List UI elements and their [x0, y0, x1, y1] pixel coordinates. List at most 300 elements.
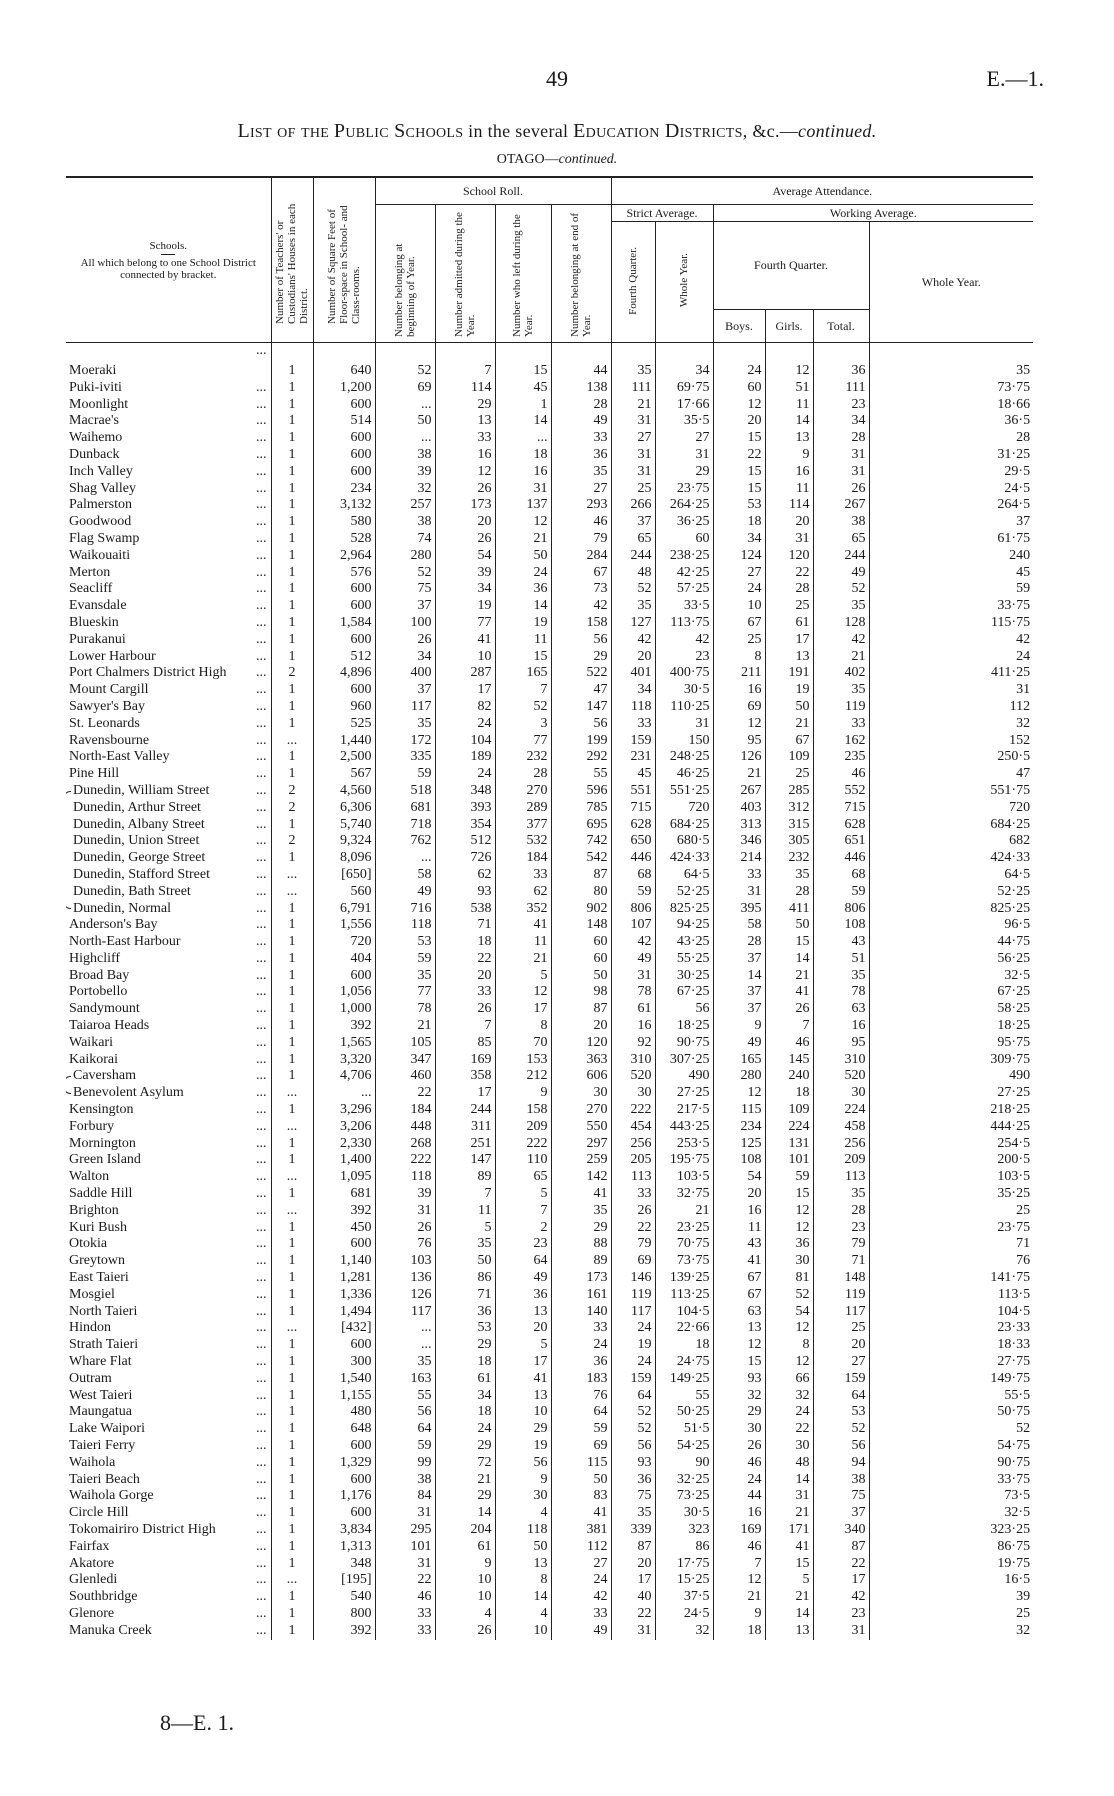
- roll-admitted-cell: 35: [435, 1236, 495, 1253]
- strict-fourth-cell: 16: [611, 1018, 655, 1035]
- boys-cell: 20: [713, 413, 765, 430]
- school-name-cell: [66, 1119, 271, 1136]
- roll-left-cell: 30: [495, 1488, 551, 1505]
- strict-whole-cell: 248·25: [655, 749, 713, 766]
- strict-fourth-cell: 52: [611, 1421, 655, 1438]
- girls-cell: 12: [765, 1220, 813, 1237]
- boys-cell: 13: [713, 1320, 765, 1337]
- girls-cell: 50: [765, 917, 813, 934]
- roll-end-cell: 49: [551, 1623, 611, 1640]
- roll-end-cell: 270: [551, 1102, 611, 1119]
- title-continued: continued.: [798, 121, 877, 141]
- school-name-cell: [66, 531, 271, 548]
- boys-cell: 234: [713, 1119, 765, 1136]
- roll-beginning-cell: 32: [375, 481, 435, 498]
- leader-dots: ...: [256, 631, 267, 647]
- strict-fourth-cell: 61: [611, 1001, 655, 1018]
- total-cell: 35: [813, 598, 869, 615]
- school-name: Seacliff: [69, 581, 113, 597]
- girls-cell: 191: [765, 665, 813, 682]
- total-cell: 458: [813, 1119, 869, 1136]
- floor-space-cell: 4,706: [313, 1068, 375, 1085]
- school-name: Palmerston: [69, 497, 132, 513]
- roll-left-cell: 10: [495, 1404, 551, 1421]
- working-whole-cell: 95·75: [869, 1035, 1033, 1052]
- boys-cell: 280: [713, 1068, 765, 1085]
- total-cell: 552: [813, 783, 869, 800]
- school-name-cell: [66, 917, 271, 934]
- table-row: [66, 514, 1033, 531]
- working-whole-cell: 67·25: [869, 984, 1033, 1001]
- houses-cell: 1: [271, 1035, 313, 1052]
- table-row: [66, 430, 1033, 447]
- floor-space-cell: 580: [313, 514, 375, 531]
- floor-space-cell: 600: [313, 1505, 375, 1522]
- table-row: [66, 1354, 1033, 1371]
- roll-left-cell: 11: [495, 934, 551, 951]
- school-name: Moeraki: [69, 363, 117, 378]
- floor-space-cell: 640: [313, 343, 375, 380]
- strict-fourth-cell: 34: [611, 682, 655, 699]
- girls-cell: 15: [765, 1186, 813, 1203]
- roll-left-cell: 1: [495, 397, 551, 414]
- roll-admitted-cell: 10: [435, 649, 495, 666]
- boys-cell: 403: [713, 800, 765, 817]
- girls-cell: 224: [765, 1119, 813, 1136]
- strict-whole-cell: 55·25: [655, 951, 713, 968]
- school-name: Kensington: [69, 1102, 134, 1118]
- boys-cell: 115: [713, 1102, 765, 1119]
- strict-fourth-cell: 22: [611, 1220, 655, 1237]
- roll-left-cell: 10: [495, 1623, 551, 1640]
- leader-dots: ...: [256, 480, 267, 496]
- houses-cell: 1: [271, 968, 313, 985]
- floor-space-cell: 600: [313, 1438, 375, 1455]
- strict-whole-header: Whole Year.: [655, 222, 713, 343]
- total-cell: 35: [813, 682, 869, 699]
- floor-space-cell: 600: [313, 464, 375, 481]
- girls-cell: 54: [765, 1304, 813, 1321]
- floor-space-cell: 600: [313, 397, 375, 414]
- leader-dots: ...: [256, 1538, 267, 1554]
- girls-cell: 52: [765, 1287, 813, 1304]
- houses-cell: 1: [271, 1018, 313, 1035]
- roll-beginning-cell: 280: [375, 548, 435, 565]
- houses-cell: 1: [271, 1539, 313, 1556]
- roll-left-cell: 23: [495, 1236, 551, 1253]
- working-whole-cell: 720: [869, 800, 1033, 817]
- houses-cell: 1: [271, 1505, 313, 1522]
- average-attendance-header: Average Attendance.: [611, 177, 1033, 205]
- roll-beginning-cell: 39: [375, 464, 435, 481]
- school-name-cell: [66, 343, 271, 380]
- total-cell: 108: [813, 917, 869, 934]
- floor-space-cell: 392: [313, 1203, 375, 1220]
- working-whole-cell: 33·75: [869, 598, 1033, 615]
- roll-admitted-cell: 287: [435, 665, 495, 682]
- total-cell: 94: [813, 1455, 869, 1472]
- roll-left-cell: 11: [495, 632, 551, 649]
- strict-fourth-cell: 31: [611, 413, 655, 430]
- girls-cell: 28: [765, 884, 813, 901]
- strict-whole-cell: 22·66: [655, 1320, 713, 1337]
- houses-cell: 1: [271, 1001, 313, 1018]
- girls-cell: 20: [765, 514, 813, 531]
- roll-beginning-cell: 46: [375, 1589, 435, 1606]
- strict-whole-cell: 17·66: [655, 397, 713, 414]
- school-name: Waihola Gorge: [69, 1488, 154, 1504]
- total-cell: 95: [813, 1035, 869, 1052]
- roll-left-cell: 15: [495, 649, 551, 666]
- school-name-cell: [66, 749, 271, 766]
- floor-space-cell: 512: [313, 649, 375, 666]
- table-row: [66, 1102, 1033, 1119]
- roll-beginning-cell: 448: [375, 1119, 435, 1136]
- roll-admitted-cell: 26: [435, 1001, 495, 1018]
- table-row: [66, 917, 1033, 934]
- roll-end-cell: 24: [551, 1572, 611, 1589]
- table-row: [66, 1337, 1033, 1354]
- school-name-cell: [66, 1505, 271, 1522]
- floor-space-cell: 5,740: [313, 817, 375, 834]
- boys-cell: 63: [713, 1304, 765, 1321]
- table-row: [66, 1270, 1033, 1287]
- strict-whole-cell: 64·5: [655, 867, 713, 884]
- total-cell: 162: [813, 733, 869, 750]
- school-name-cell: [66, 1236, 271, 1253]
- roll-left-cell: 19: [495, 615, 551, 632]
- strict-whole-cell: 57·25: [655, 581, 713, 598]
- school-name: Taiaroa Heads: [69, 1018, 150, 1034]
- boys-cell: 9: [713, 1606, 765, 1623]
- roll-end-cell: 28: [551, 397, 611, 414]
- strict-whole-cell: 94·25: [655, 917, 713, 934]
- roll-admitted-cell: 61: [435, 1371, 495, 1388]
- boys-cell: 46: [713, 1539, 765, 1556]
- roll-end-cell: 606: [551, 1068, 611, 1085]
- leader-dots: ...: [256, 1085, 267, 1101]
- girls-cell: 46: [765, 1035, 813, 1052]
- roll-beginning-cell: 718: [375, 817, 435, 834]
- roll-left-header: Number who left during the Year.: [495, 205, 551, 343]
- school-name-cell: [66, 1354, 271, 1371]
- leader-dots: ...: [256, 1505, 267, 1521]
- roll-beginning-cell: 37: [375, 682, 435, 699]
- boys-cell: 15: [713, 481, 765, 498]
- girls-cell: 171: [765, 1522, 813, 1539]
- girls-cell: 26: [765, 1001, 813, 1018]
- school-name: Macrae's: [69, 413, 119, 429]
- strict-whole-cell: 24·5: [655, 1606, 713, 1623]
- school-name: Walton: [69, 1169, 110, 1185]
- total-cell: 68: [813, 867, 869, 884]
- houses-cell: 1: [271, 1220, 313, 1237]
- boys-cell: 8: [713, 649, 765, 666]
- table-row: [66, 649, 1033, 666]
- floor-space-cell: 4,896: [313, 665, 375, 682]
- school-name-cell: [66, 1102, 271, 1119]
- houses-cell: 1: [271, 749, 313, 766]
- total-cell: 38: [813, 514, 869, 531]
- boys-cell: 10: [713, 598, 765, 615]
- strict-whole-cell: 253·5: [655, 1136, 713, 1153]
- working-whole-cell: 264·5: [869, 497, 1033, 514]
- boys-cell: 108: [713, 1152, 765, 1169]
- roll-end-cell: 55: [551, 766, 611, 783]
- school-name-cell: [66, 1085, 271, 1102]
- leader-dots: ...: [256, 883, 267, 899]
- school-name: Ravensbourne: [69, 732, 150, 748]
- girls-cell: 36: [765, 1236, 813, 1253]
- roll-end-cell: 49: [551, 413, 611, 430]
- roll-left-cell: 5: [495, 968, 551, 985]
- table-row: [66, 800, 1033, 817]
- school-name: North-East Valley: [69, 749, 170, 765]
- working-whole-cell: 411·25: [869, 665, 1033, 682]
- total-cell: 56: [813, 1438, 869, 1455]
- working-whole-cell: 64·5: [869, 867, 1033, 884]
- school-name: Pine Hill: [69, 766, 120, 782]
- leader-dots: ...: [256, 514, 267, 530]
- houses-cell: 1: [271, 343, 313, 380]
- school-name-cell: [66, 548, 271, 565]
- roll-left-cell: 377: [495, 817, 551, 834]
- roll-beginning-cell: 257: [375, 497, 435, 514]
- working-whole-cell: 35·25: [869, 1186, 1033, 1203]
- boys-cell: 26: [713, 1438, 765, 1455]
- roll-beginning-cell: 335: [375, 749, 435, 766]
- houses-cell: 1: [271, 1052, 313, 1069]
- total-cell: 75: [813, 1488, 869, 1505]
- school-name-cell: [66, 1606, 271, 1623]
- strict-fourth-cell: 127: [611, 615, 655, 632]
- school-name-cell: [66, 1539, 271, 1556]
- boys-header: Boys.: [713, 309, 765, 342]
- roll-left-cell: 17: [495, 1001, 551, 1018]
- roll-beginning-cell: 126: [375, 1287, 435, 1304]
- school-name: Dunedin, George Street: [73, 850, 206, 866]
- roll-beginning-cell: 74: [375, 531, 435, 548]
- school-name-cell: [66, 1220, 271, 1237]
- leader-dots: ...: [256, 698, 267, 714]
- houses-cell: 1: [271, 917, 313, 934]
- leader-dots: ...: [256, 1236, 267, 1252]
- girls-cell: 114: [765, 497, 813, 514]
- strict-fourth-cell: 42: [611, 632, 655, 649]
- roll-beginning-cell: 33: [375, 1606, 435, 1623]
- boys-cell: 44: [713, 1488, 765, 1505]
- total-cell: 148: [813, 1270, 869, 1287]
- boys-cell: 29: [713, 1404, 765, 1421]
- total-cell: 113: [813, 1169, 869, 1186]
- girls-cell: 22: [765, 1421, 813, 1438]
- houses-cell: 1: [271, 464, 313, 481]
- table-row: [66, 1220, 1033, 1237]
- roll-left-cell: 153: [495, 1052, 551, 1069]
- roll-beginning-cell: 26: [375, 1220, 435, 1237]
- strict-whole-cell: 32·25: [655, 1472, 713, 1489]
- school-name-cell: [66, 1304, 271, 1321]
- leader-dots: ...: [256, 799, 267, 815]
- table-row: [66, 1052, 1033, 1069]
- roll-end-cell: 33: [551, 1320, 611, 1337]
- school-name-cell: [66, 1169, 271, 1186]
- roll-beginning-cell: 268: [375, 1136, 435, 1153]
- houses-cell: 1: [271, 1421, 313, 1438]
- roll-beginning-cell: 64: [375, 1421, 435, 1438]
- table-row: [66, 464, 1033, 481]
- girls-cell: 15: [765, 1556, 813, 1573]
- strict-whole-cell: 24·75: [655, 1354, 713, 1371]
- roll-end-cell: 120: [551, 1035, 611, 1052]
- roll-left-cell: 14: [495, 1589, 551, 1606]
- working-whole-cell: 18·66: [869, 397, 1033, 414]
- floor-space-cell: [650]: [313, 867, 375, 884]
- roll-end-cell: 742: [551, 833, 611, 850]
- strict-fourth-cell: 551: [611, 783, 655, 800]
- school-name-cell: [66, 682, 271, 699]
- roll-beginning-cell: 39: [375, 1186, 435, 1203]
- leader-dots: ...: [256, 1404, 267, 1420]
- roll-left-cell: 36: [495, 581, 551, 598]
- floor-space-cell: 600: [313, 1337, 375, 1354]
- roll-end-cell: 50: [551, 1472, 611, 1489]
- roll-beginning-cell: 76: [375, 1236, 435, 1253]
- roll-admitted-cell: 26: [435, 1623, 495, 1640]
- working-whole-cell: 141·75: [869, 1270, 1033, 1287]
- strict-whole-cell: 238·25: [655, 548, 713, 565]
- school-name-cell: [66, 850, 271, 867]
- working-whole-cell: 200·5: [869, 1152, 1033, 1169]
- girls-cell: 131: [765, 1136, 813, 1153]
- boys-cell: 27: [713, 565, 765, 582]
- roll-beginning-cell: 99: [375, 1455, 435, 1472]
- roll-left-cell: 41: [495, 917, 551, 934]
- working-whole-cell: 86·75: [869, 1539, 1033, 1556]
- girls-cell: 41: [765, 1539, 813, 1556]
- roll-beginning-cell: 101: [375, 1539, 435, 1556]
- strict-fourth-cell: 35: [611, 343, 655, 380]
- houses-cell: 1: [271, 1589, 313, 1606]
- roll-end-cell: 73: [551, 581, 611, 598]
- roll-admitted-cell: 50: [435, 1253, 495, 1270]
- total-cell: 35: [813, 1186, 869, 1203]
- school-name-cell: [66, 380, 271, 397]
- total-cell: 23: [813, 397, 869, 414]
- roll-end-cell: 87: [551, 867, 611, 884]
- leader-dots: ...: [256, 1622, 267, 1638]
- working-whole-cell: 52: [869, 1421, 1033, 1438]
- boys-cell: 24: [713, 581, 765, 598]
- floor-space-cell: 1,584: [313, 615, 375, 632]
- table-row: [66, 1068, 1033, 1085]
- working-whole-cell: 73·5: [869, 1488, 1033, 1505]
- school-name: Sandymount: [69, 1001, 140, 1017]
- roll-left-cell: 12: [495, 514, 551, 531]
- strict-whole-cell: 32·75: [655, 1186, 713, 1203]
- roll-end-cell: 596: [551, 783, 611, 800]
- girls-cell: 21: [765, 716, 813, 733]
- table-row: [66, 867, 1033, 884]
- boys-cell: 67: [713, 1270, 765, 1287]
- strict-fourth-cell: 17: [611, 1572, 655, 1589]
- roll-admitted-cell: 16: [435, 447, 495, 464]
- roll-end-cell: 24: [551, 1337, 611, 1354]
- district-bracket: [66, 1076, 71, 1085]
- girls-cell: 9: [765, 447, 813, 464]
- strict-whole-cell: 323: [655, 1522, 713, 1539]
- leader-dots: ...: [256, 766, 267, 782]
- girls-cell: 12: [765, 1203, 813, 1220]
- floor-space-cell: 3,206: [313, 1119, 375, 1136]
- total-cell: 28: [813, 430, 869, 447]
- working-whole-cell: 23·33: [869, 1320, 1033, 1337]
- leader-dots: ...: [256, 1219, 267, 1235]
- leader-dots: ...: [256, 614, 267, 630]
- total-cell: 256: [813, 1136, 869, 1153]
- roll-left-cell: 158: [495, 1102, 551, 1119]
- strict-whole-cell: 52·25: [655, 884, 713, 901]
- roll-end-cell: 89: [551, 1253, 611, 1270]
- working-whole-cell: 61·75: [869, 531, 1033, 548]
- floor-space-cell: 600: [313, 1236, 375, 1253]
- roll-left-cell: 62: [495, 884, 551, 901]
- houses-cell: 1: [271, 1253, 313, 1270]
- roll-admitted-cell: 244: [435, 1102, 495, 1119]
- strict-fourth-cell: 79: [611, 1236, 655, 1253]
- floor-space-cell: 3,132: [313, 497, 375, 514]
- floor-space-cell: 450: [313, 1220, 375, 1237]
- boys-cell: 15: [713, 430, 765, 447]
- school-name: Dunback: [69, 446, 120, 462]
- floor-space-cell: 9,324: [313, 833, 375, 850]
- district-bracket: [66, 1085, 71, 1094]
- school-name-cell: [66, 1337, 271, 1354]
- strict-fourth-cell: 520: [611, 1068, 655, 1085]
- school-name: Waihola: [69, 1454, 116, 1470]
- roll-left-cell: 41: [495, 1371, 551, 1388]
- school-name: Glenledi: [69, 1572, 118, 1588]
- roll-admitted-cell: 72: [435, 1455, 495, 1472]
- total-cell: 235: [813, 749, 869, 766]
- houses-cell: 1: [271, 531, 313, 548]
- roll-left-cell: 45: [495, 380, 551, 397]
- roll-left-cell: 28: [495, 766, 551, 783]
- district-bracket: [66, 850, 71, 867]
- total-cell: 16: [813, 1018, 869, 1035]
- girls-cell: 315: [765, 817, 813, 834]
- floor-space-cell: 600: [313, 598, 375, 615]
- roll-left-cell: 21: [495, 951, 551, 968]
- strict-whole-cell: 27: [655, 430, 713, 447]
- boys-cell: 46: [713, 1455, 765, 1472]
- school-name-cell: [66, 632, 271, 649]
- working-whole-cell: 240: [869, 548, 1033, 565]
- school-name: Dunedin, Normal: [73, 900, 171, 916]
- boys-cell: 21: [713, 1589, 765, 1606]
- roll-left-cell: 352: [495, 901, 551, 918]
- working-whole-cell: 309·75: [869, 1052, 1033, 1069]
- roll-end-cell: 41: [551, 1505, 611, 1522]
- houses-cell: 1: [271, 1556, 313, 1573]
- houses-cell: 1: [271, 817, 313, 834]
- school-name-cell: [66, 1270, 271, 1287]
- roll-beginning-cell: 681: [375, 800, 435, 817]
- teachers-houses-header: Number of Teachers' or Custodians' Houses in each District.: [271, 177, 313, 343]
- table-row: [66, 1421, 1033, 1438]
- working-whole-cell: 149·75: [869, 1371, 1033, 1388]
- floor-space-cell: 600: [313, 1472, 375, 1489]
